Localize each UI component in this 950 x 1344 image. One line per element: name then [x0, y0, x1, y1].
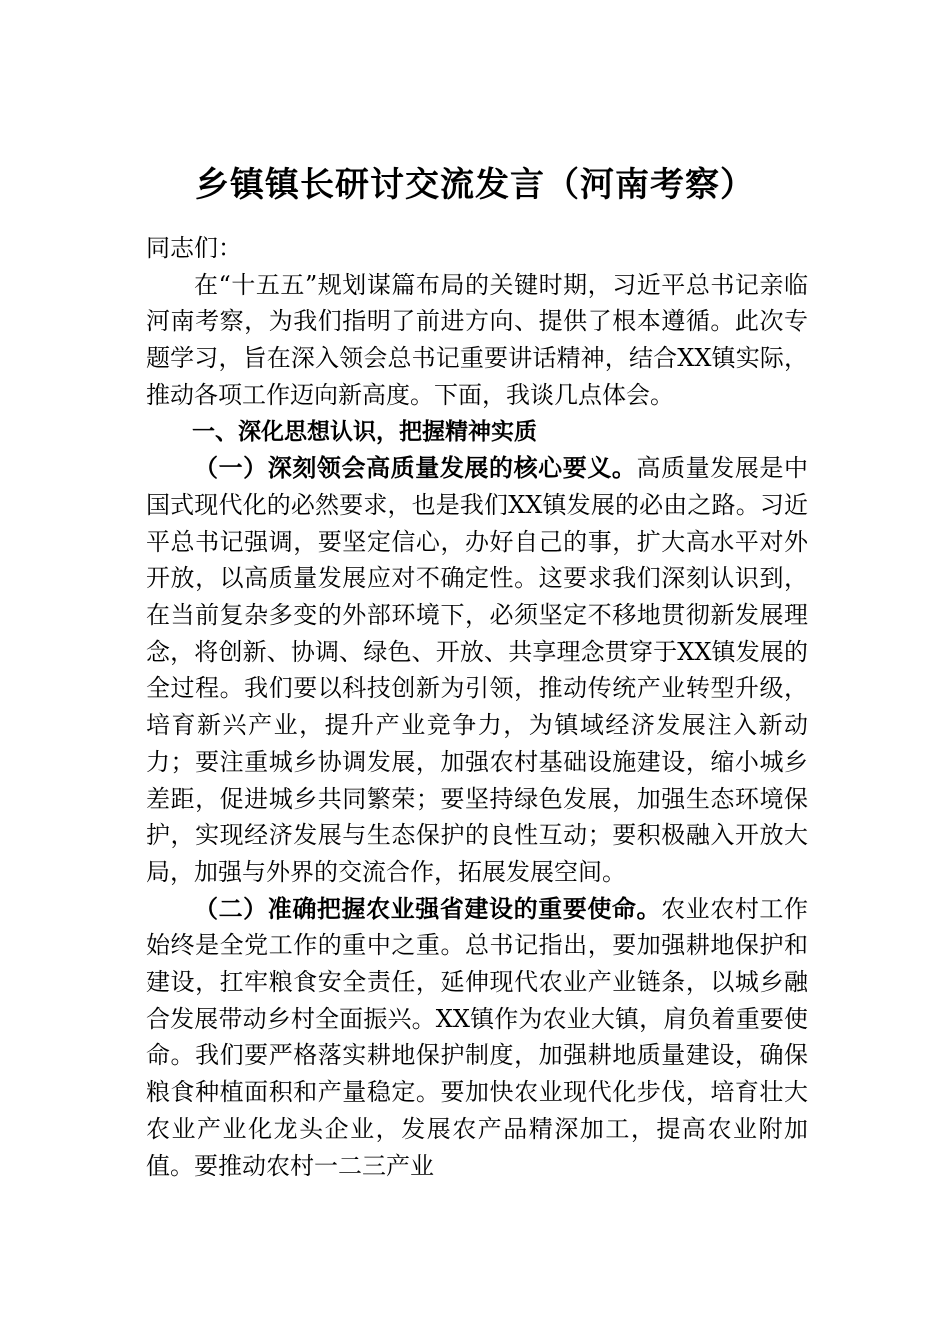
intro-paragraph: 在“十五五”规划谋篇布局的关键时期，习近平总书记亲临河南考察，为我们指明了前进方向、提供了根本遵循。此次专题学习，旨在深入领会总书记重要讲话精神，结合XX镇实际，推动各项工作迈向新高度。下面，我谈几点体会。	[146, 270, 808, 409]
paragraph-2	[146, 891, 808, 1185]
section-heading-1: 一、深化思想认识，把握精神实质	[192, 418, 537, 445]
paragraph-2-lead: （二）准确把握农业强省建设的重要使命。	[194, 893, 662, 923]
document-title: 乡镇镇长研讨交流发言（河南考察）	[195, 165, 755, 205]
paragraph-1-lead: （一）深刻领会高质量发展的核心要义。	[194, 453, 637, 483]
salutation: 同志们：	[146, 234, 242, 262]
document-body	[146, 230, 808, 1184]
paragraph-2-body: 农业农村工作始终是全党工作的重中之重。总书记指出，要加强耕地保护和建设，扛牢粮食安全责任，延伸现代农业产业链条，以城乡融合发展带动乡村全面振兴。XX镇作为农业大镇，肩负着重要使命。我们要严格落实耕地保护制度，加强耕地质量建设，确保粮食种植面积和产量稳定。要加快农业现代化步伐，培育壮大农业产业化龙头企业，发展农产品精深加工，提高农业附加值。要推动农村一二三产业	[146, 894, 809, 1180]
paragraph-1	[146, 450, 808, 890]
paragraph-1-body: 高质量发展是中国式现代化的必然要求，也是我们XX镇发展的必由之路。习近平总书记强调，要坚定信心，办好自己的事，扩大高水平对外开放，以高质量发展应对不确定性。这要求我们深刻认识到，在当前复杂多变的外部环境下，必须坚定不移地贯彻新发展理念，将创新、协调、绿色、开放、共享理念贯穿于XX镇发展的全过程。我们要以科技创新为引领，推动传统产业转型升级，培育新兴产业，提升产业竞争力，为镇域经济发展注入新动力；要注重城乡协调发展，加强农村基础设施建设，缩小城乡差距，促进城乡共同繁荣；要坚持绿色发展，加强生态环境保护，实现经济发展与生态保护的良性互动；要积极融入开放大局，加强与外界的交流合作，拓展发展空间。	[146, 454, 808, 886]
